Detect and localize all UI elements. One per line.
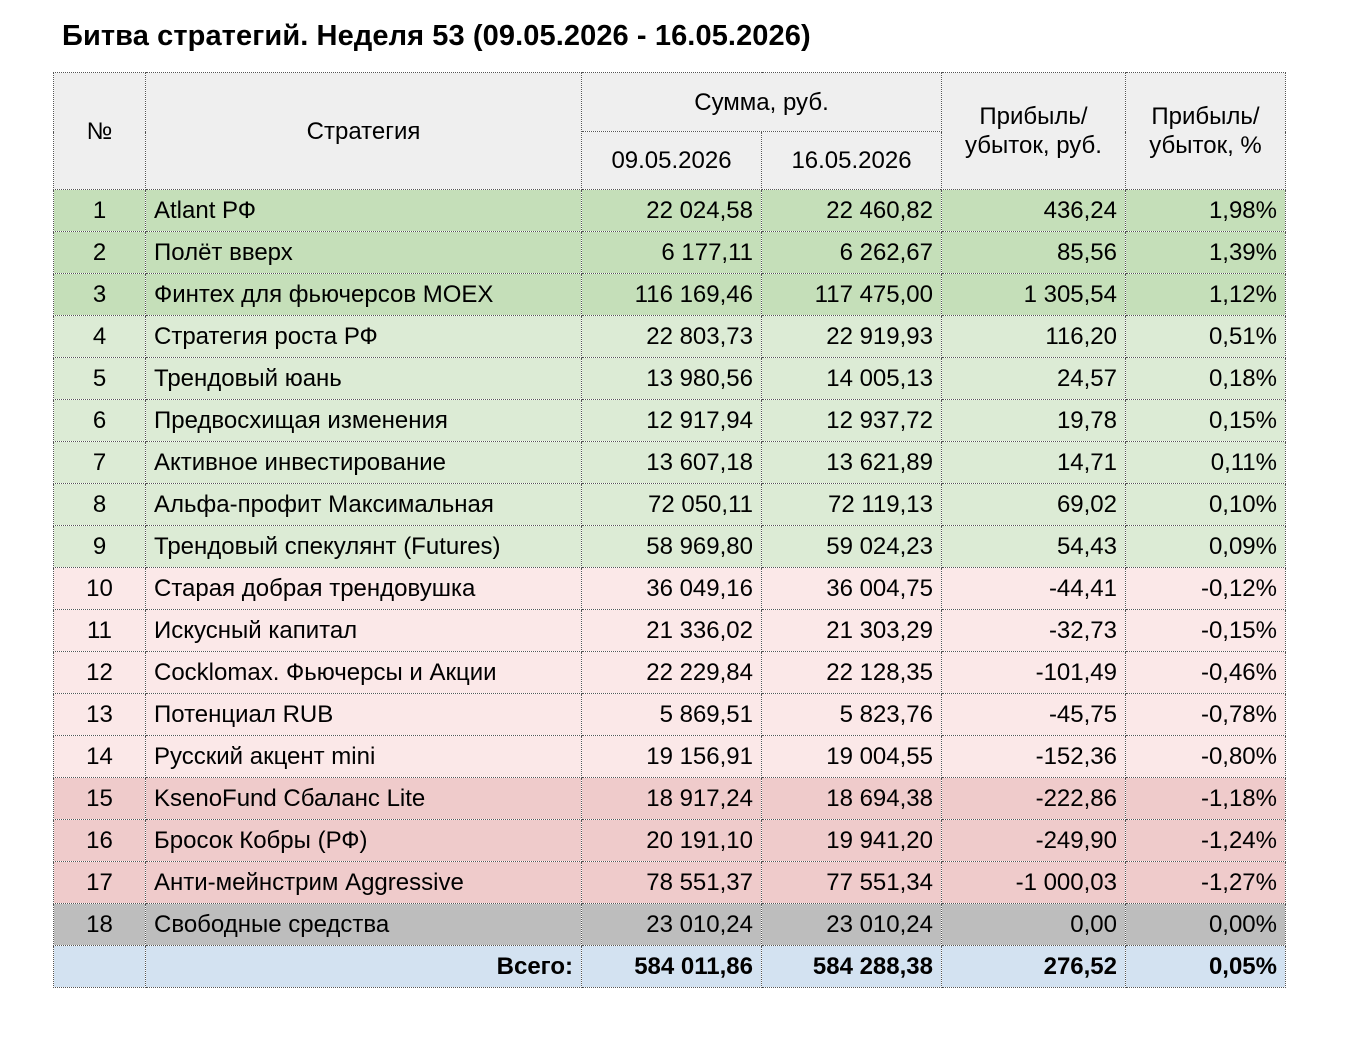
row-num: 1 — [54, 190, 146, 232]
profit-rub: 14,71 — [942, 442, 1126, 484]
row-num: 4 — [54, 316, 146, 358]
strategy-name: Альфа-профит Максимальная — [146, 484, 582, 526]
profit-rub: -222,86 — [942, 778, 1126, 820]
row-num: 3 — [54, 274, 146, 316]
sum-start: 36 049,16 — [582, 568, 762, 610]
profit-rub: -249,90 — [942, 820, 1126, 862]
total-start: 584 011,86 — [582, 946, 762, 988]
row-num: 17 — [54, 862, 146, 904]
row-num: 11 — [54, 610, 146, 652]
strategy-name: Предвосхищая изменения — [146, 400, 582, 442]
table-row — [54, 862, 1286, 904]
sum-start: 20 191,10 — [582, 820, 762, 862]
table-row — [54, 652, 1286, 694]
header-num: № — [54, 73, 146, 190]
table-row — [54, 316, 1286, 358]
sum-end: 19 004,55 — [762, 736, 942, 778]
profit-rub: -32,73 — [942, 610, 1126, 652]
profit-rub: 85,56 — [942, 232, 1126, 274]
table-row — [54, 778, 1286, 820]
header-strategy: Стратегия — [146, 73, 582, 190]
profit-rub: 54,43 — [942, 526, 1126, 568]
strategy-name: Бросок Кобры (РФ) — [146, 820, 582, 862]
row-num: 7 — [54, 442, 146, 484]
profit-pct: -1,24% — [1126, 820, 1286, 862]
table-row — [54, 400, 1286, 442]
sum-start: 12 917,94 — [582, 400, 762, 442]
profit-rub: 116,20 — [942, 316, 1126, 358]
profit-pct: 0,51% — [1126, 316, 1286, 358]
profit-rub: 0,00 — [942, 904, 1126, 946]
profit-rub: 69,02 — [942, 484, 1126, 526]
sum-end: 13 621,89 — [762, 442, 942, 484]
sum-end: 22 919,93 — [762, 316, 942, 358]
table-row — [54, 820, 1286, 862]
total-end: 584 288,38 — [762, 946, 942, 988]
sum-start: 116 169,46 — [582, 274, 762, 316]
sum-end: 22 460,82 — [762, 190, 942, 232]
table-row — [54, 484, 1286, 526]
header-date-start: 09.05.2026 — [582, 132, 762, 190]
profit-pct: 0,15% — [1126, 400, 1286, 442]
table-row — [54, 358, 1286, 400]
sum-start: 58 969,80 — [582, 526, 762, 568]
header-profit-rub: Прибыль/ убыток, руб. — [942, 73, 1126, 190]
profit-pct: -0,12% — [1126, 568, 1286, 610]
strategy-name: Старая добрая трендовушка — [146, 568, 582, 610]
profit-rub: -44,41 — [942, 568, 1126, 610]
sum-start: 19 156,91 — [582, 736, 762, 778]
sum-end: 18 694,38 — [762, 778, 942, 820]
table-row — [54, 610, 1286, 652]
profit-rub: 19,78 — [942, 400, 1126, 442]
total-label: Всего: — [146, 946, 582, 988]
sum-start: 13 980,56 — [582, 358, 762, 400]
sum-end: 23 010,24 — [762, 904, 942, 946]
strategy-results-table — [53, 72, 1286, 988]
profit-rub: 24,57 — [942, 358, 1126, 400]
sum-start: 13 607,18 — [582, 442, 762, 484]
profit-rub: -101,49 — [942, 652, 1126, 694]
profit-rub: 436,24 — [942, 190, 1126, 232]
profit-pct: 0,18% — [1126, 358, 1286, 400]
row-num: 12 — [54, 652, 146, 694]
profit-pct: -0,46% — [1126, 652, 1286, 694]
profit-pct: 0,11% — [1126, 442, 1286, 484]
sum-start: 22 229,84 — [582, 652, 762, 694]
profit-pct: 0,00% — [1126, 904, 1286, 946]
sum-start: 22 803,73 — [582, 316, 762, 358]
sum-end: 117 475,00 — [762, 274, 942, 316]
profit-rub: -1 000,03 — [942, 862, 1126, 904]
sum-end: 22 128,35 — [762, 652, 942, 694]
sum-start: 22 024,58 — [582, 190, 762, 232]
profit-pct: -1,18% — [1126, 778, 1286, 820]
sum-start: 6 177,11 — [582, 232, 762, 274]
sum-end: 77 551,34 — [762, 862, 942, 904]
sum-end: 19 941,20 — [762, 820, 942, 862]
sum-start: 23 010,24 — [582, 904, 762, 946]
strategy-name: Искусный капитал — [146, 610, 582, 652]
row-num: 5 — [54, 358, 146, 400]
sum-end: 59 024,23 — [762, 526, 942, 568]
row-num: 15 — [54, 778, 146, 820]
row-num: 18 — [54, 904, 146, 946]
row-num: 10 — [54, 568, 146, 610]
table-row — [54, 190, 1286, 232]
row-num: 14 — [54, 736, 146, 778]
sum-end: 5 823,76 — [762, 694, 942, 736]
profit-pct: 0,09% — [1126, 526, 1286, 568]
strategy-name: Трендовый спекулянт (Futures) — [146, 526, 582, 568]
table-row — [54, 526, 1286, 568]
total-num-cell — [54, 946, 146, 988]
table-body — [54, 190, 1286, 946]
total-profit-pct: 0,05% — [1126, 946, 1286, 988]
sum-end: 14 005,13 — [762, 358, 942, 400]
sum-end: 6 262,67 — [762, 232, 942, 274]
strategy-name: Трендовый юань — [146, 358, 582, 400]
profit-pct: -1,27% — [1126, 862, 1286, 904]
sum-end: 12 937,72 — [762, 400, 942, 442]
strategy-name: Финтех для фьючерсов MOEX — [146, 274, 582, 316]
table-row — [54, 274, 1286, 316]
table-row — [54, 694, 1286, 736]
profit-pct: 1,12% — [1126, 274, 1286, 316]
sum-start: 72 050,11 — [582, 484, 762, 526]
strategy-name: Русский акцент mini — [146, 736, 582, 778]
sum-end: 36 004,75 — [762, 568, 942, 610]
strategy-name: Активное инвестирование — [146, 442, 582, 484]
sum-start: 78 551,37 — [582, 862, 762, 904]
strategy-name: Анти-мейнстрим Aggressive — [146, 862, 582, 904]
profit-rub: -152,36 — [942, 736, 1126, 778]
total-profit-rub: 276,52 — [942, 946, 1126, 988]
table-row — [54, 232, 1286, 274]
row-num: 8 — [54, 484, 146, 526]
header-profit-pct: Прибыль/ убыток, % — [1126, 73, 1286, 190]
strategy-name: Atlant РФ — [146, 190, 582, 232]
profit-pct: 1,39% — [1126, 232, 1286, 274]
profit-pct: 1,98% — [1126, 190, 1286, 232]
strategy-name: Стратегия роста РФ — [146, 316, 582, 358]
row-num: 6 — [54, 400, 146, 442]
table-row — [54, 904, 1286, 946]
row-num: 2 — [54, 232, 146, 274]
sum-end: 21 303,29 — [762, 610, 942, 652]
profit-pct: -0,78% — [1126, 694, 1286, 736]
profit-pct: 0,10% — [1126, 484, 1286, 526]
sum-start: 5 869,51 — [582, 694, 762, 736]
page-title: Битва стратегий. Неделя 53 (09.05.2026 - 16.05.2026) — [62, 20, 811, 52]
row-num: 16 — [54, 820, 146, 862]
strategy-name: Потенциал RUB — [146, 694, 582, 736]
row-num: 9 — [54, 526, 146, 568]
sum-end: 72 119,13 — [762, 484, 942, 526]
profit-pct: -0,80% — [1126, 736, 1286, 778]
header-date-end: 16.05.2026 — [762, 132, 942, 190]
header-sum-group: Сумма, руб. — [582, 73, 942, 132]
header-row — [54, 73, 1286, 132]
strategy-name: Полёт вверх — [146, 232, 582, 274]
sum-start: 21 336,02 — [582, 610, 762, 652]
profit-rub: 1 305,54 — [942, 274, 1126, 316]
profit-rub: -45,75 — [942, 694, 1126, 736]
profit-pct: -0,15% — [1126, 610, 1286, 652]
strategy-name: Cocklomax. Фьючерсы и Акции — [146, 652, 582, 694]
sum-start: 18 917,24 — [582, 778, 762, 820]
total-row — [54, 946, 1286, 988]
strategy-name: KsenoFund Сбаланс Lite — [146, 778, 582, 820]
row-num: 13 — [54, 694, 146, 736]
strategy-name: Свободные средства — [146, 904, 582, 946]
table-row — [54, 736, 1286, 778]
table-row — [54, 568, 1286, 610]
table-row — [54, 442, 1286, 484]
